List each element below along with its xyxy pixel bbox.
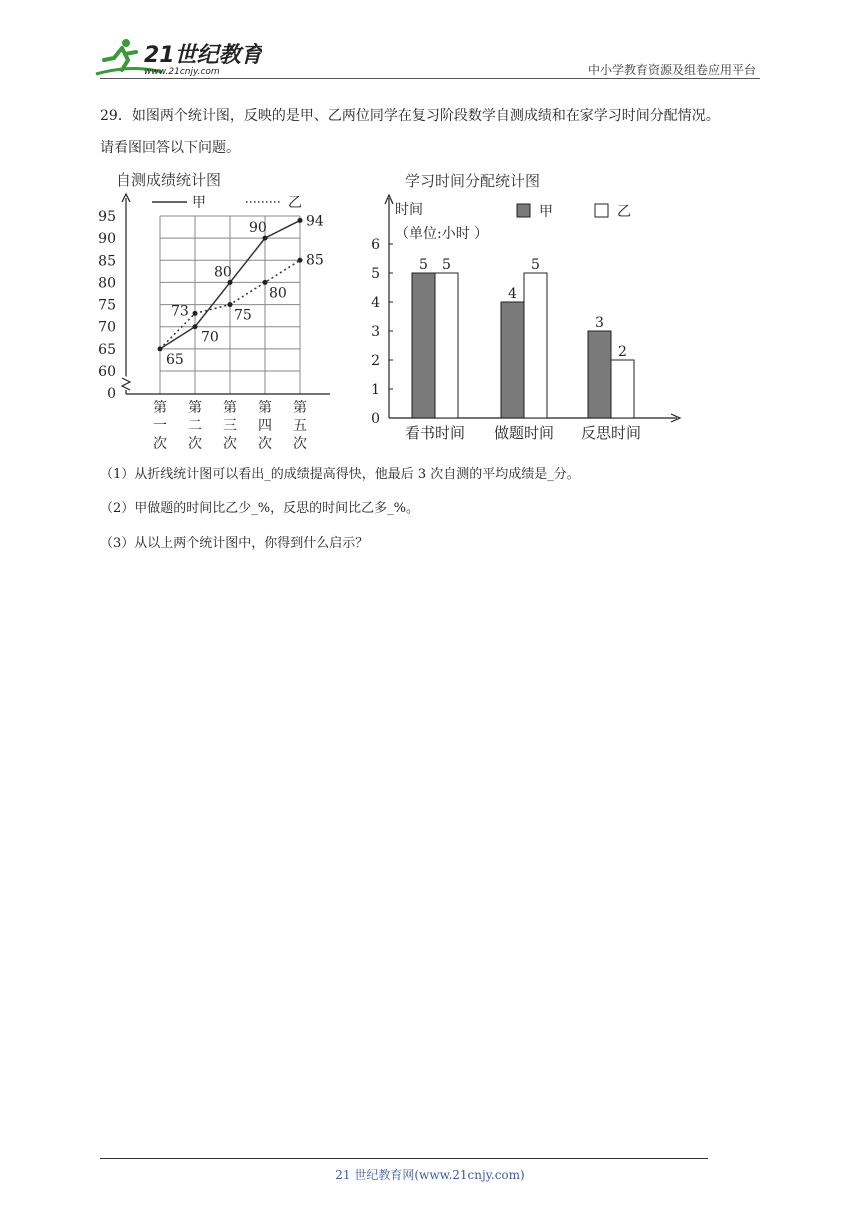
bar-chart-title: 学习时间分配统计图 [405, 172, 541, 190]
x-tick-label: 二 [188, 418, 202, 434]
legend-jia-label: 甲 [192, 195, 206, 211]
series-jia-point [158, 346, 163, 351]
logo-url: www.21cnjy.com [144, 67, 220, 77]
y-tick-label: 70 [98, 319, 116, 336]
bar-label-yi: 5 [531, 257, 540, 273]
y-tick-label: 0 [107, 386, 116, 402]
x-tick-label: 第 [153, 400, 167, 416]
x-tick-label: 次 [258, 436, 272, 452]
series-yi-point [263, 280, 268, 285]
bar-label-yi: 5 [442, 257, 451, 273]
x-tick-label: 次 [188, 436, 202, 452]
series-jia-point [298, 218, 303, 223]
line-chart-title: 自测成绩统计图 [116, 171, 222, 189]
y-tick-label: 75 [98, 297, 116, 314]
data-label-jia: 90 [249, 220, 267, 237]
data-label-yi: 80 [269, 285, 287, 302]
footer-text: 21 世纪教育网(www.21cnjy.com) [335, 1168, 525, 1182]
data-label-jia: 94 [306, 213, 324, 230]
legend-yi-swatch [595, 204, 608, 217]
sub-question-3: （3）从以上两个统计图中，你得到什么启示？ [100, 536, 369, 551]
sub-question-1: （1）从折线统计图可以看出_的成绩提高得快，他最后 3 次自测的平均成绩是_分。 [100, 467, 580, 482]
legend-jia-label: 甲 [539, 204, 553, 220]
x-tick-label: 反思时间 [580, 424, 642, 442]
series-jia-point [228, 280, 233, 285]
x-tick-label: 次 [293, 436, 307, 452]
series-yi-point [193, 311, 198, 316]
legend-yi-label: 乙 [617, 204, 631, 220]
bar-label-jia: 3 [595, 315, 604, 331]
header-divider [100, 78, 760, 79]
x-tick-label: 第 [223, 400, 237, 416]
y-tick-label: 90 [98, 231, 116, 248]
footer-divider [100, 1158, 708, 1159]
x-tick-label: 第 [258, 400, 272, 416]
x-tick-label: 第 [188, 400, 202, 416]
series-jia-point [263, 236, 268, 241]
y-tick-label: 4 [371, 295, 380, 311]
data-label-yi: 75 [234, 307, 252, 324]
data-label-jia: 70 [201, 329, 219, 346]
data-label-jia: 65 [166, 351, 184, 368]
y-axis-unit: （单位:小时 ） [395, 226, 489, 242]
legend-yi-label: 乙 [288, 195, 302, 211]
y-tick-label: 60 [98, 364, 116, 380]
bar-label-yi: 2 [618, 344, 627, 360]
series-yi-point [298, 258, 303, 263]
x-tick-label: 第 [293, 400, 307, 416]
bar-label-jia: 4 [508, 286, 517, 302]
x-tick-label: 做题时间 [493, 424, 555, 442]
x-tick-label: 看书时间 [404, 424, 466, 442]
y-tick-label: 6 [371, 237, 380, 253]
y-tick-label: 5 [371, 266, 380, 282]
series-jia-point [193, 324, 198, 329]
y-tick-label: 95 [98, 209, 116, 225]
bar-yi [611, 360, 634, 418]
x-tick-label: 五 [293, 418, 307, 434]
platform-name: 中小学教育资源及组卷应用平台 [587, 63, 756, 77]
line-chart [92, 190, 332, 460]
bar-yi [435, 273, 458, 418]
sub-question-2: （2）甲做题的时间比乙少_%，反思的时间比乙多_%。 [100, 501, 419, 516]
logo-text: 21世纪教育 [144, 43, 262, 68]
data-label-jia: 80 [214, 264, 232, 281]
y-tick-label: 1 [371, 382, 380, 398]
y-tick-label: 85 [98, 253, 116, 270]
x-tick-label: 次 [153, 436, 167, 452]
x-tick-label: 次 [223, 436, 237, 452]
y-tick-label: 3 [371, 324, 380, 340]
bar-jia [412, 273, 435, 418]
y-tick-label: 80 [98, 275, 116, 292]
bar-label-jia: 5 [419, 257, 428, 273]
x-tick-label: 一 [153, 418, 167, 434]
series-yi-point [228, 302, 233, 307]
bar-yi [524, 273, 547, 418]
legend-jia-swatch [517, 204, 530, 217]
bar-jia [501, 302, 524, 418]
question-line-1: 29．如图两个统计图，反映的是甲、乙两位同学在复习阶段数学自测成绩和在家学习时间分配情况。 [100, 108, 720, 124]
bar-jia [588, 331, 611, 418]
y-tick-label: 2 [371, 353, 380, 369]
y-tick-label: 65 [98, 341, 116, 358]
site-logo [92, 34, 262, 80]
y-axis-title: 时间 [395, 202, 423, 218]
question-line-2: 请看图回答以下问题。 [100, 140, 240, 156]
data-label-yi: 73 [171, 303, 189, 320]
x-tick-label: 四 [258, 418, 272, 434]
bar-chart [365, 190, 685, 450]
x-tick-label: 三 [223, 418, 237, 434]
data-label-yi: 85 [306, 252, 324, 269]
y-tick-label: 0 [371, 411, 380, 427]
